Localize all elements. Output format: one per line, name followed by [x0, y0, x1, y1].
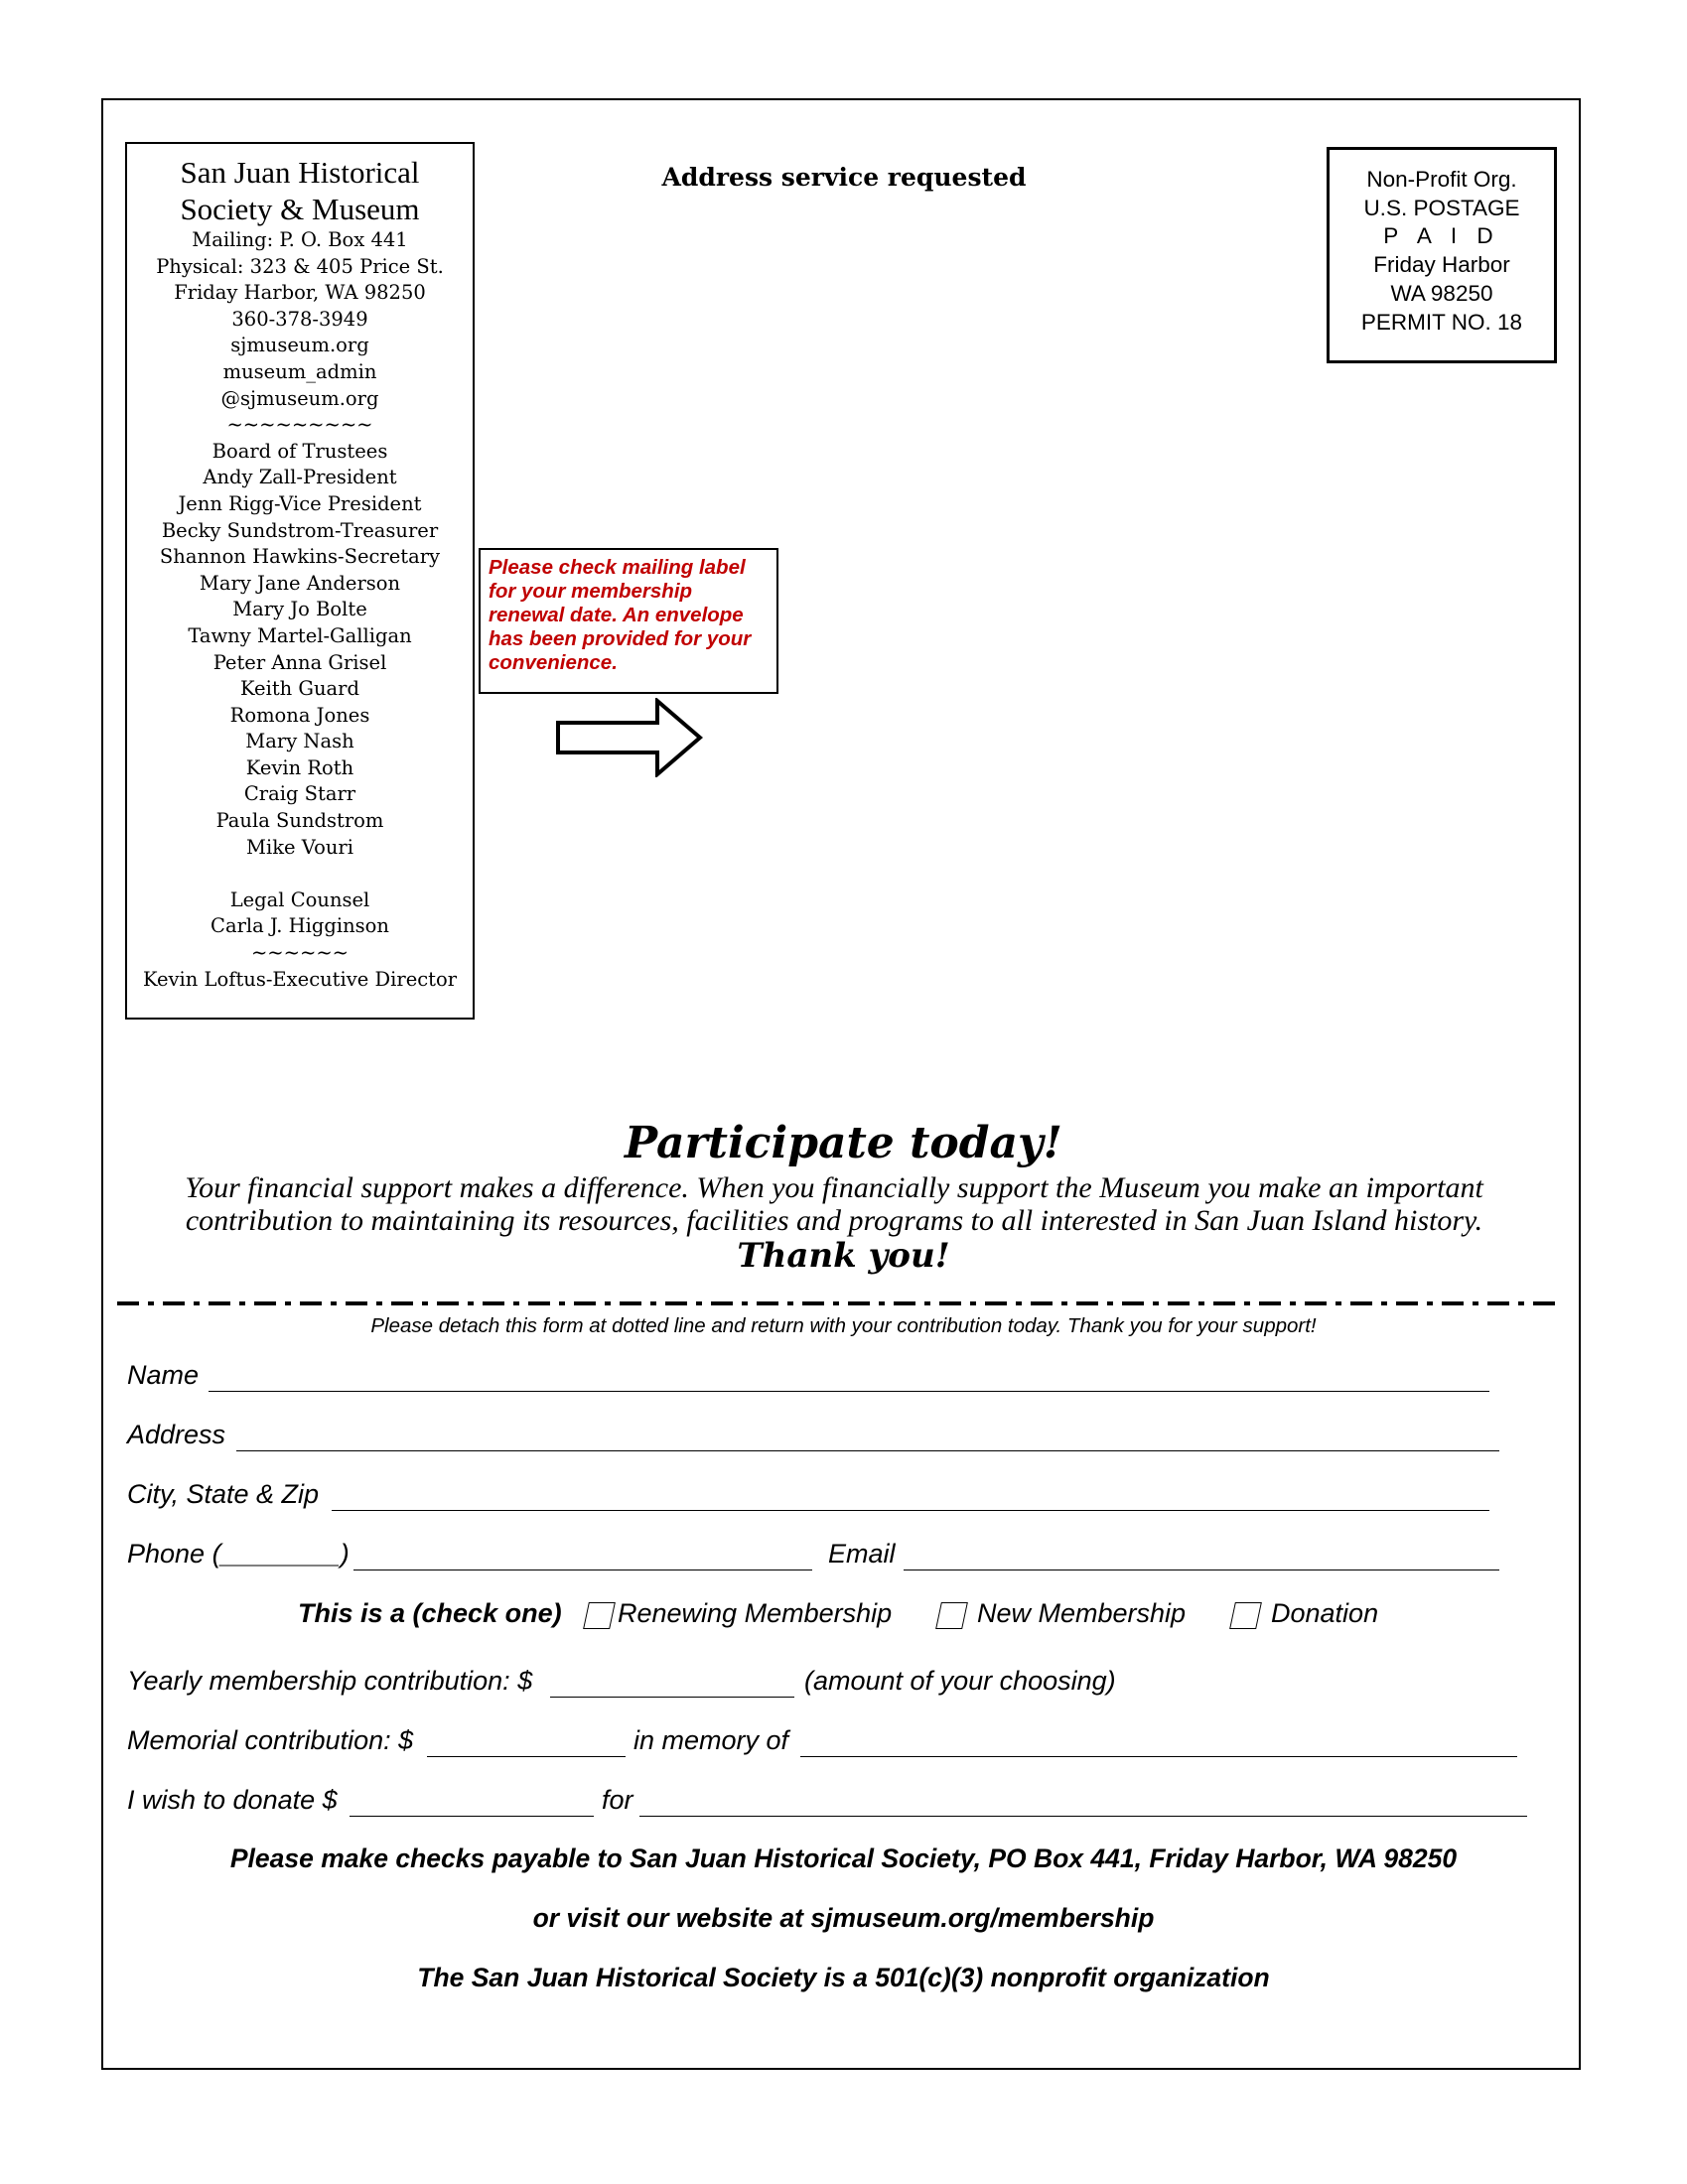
phone-number: 360-378-3949 [231, 307, 368, 331]
trustee-name: Mary Jane Anderson [199, 571, 401, 595]
city-state-zip-field[interactable] [332, 1510, 1489, 1511]
legal-counsel-title: Legal Counsel [229, 887, 370, 911]
physical-address: Physical: 323 & 405 Price St. [156, 254, 444, 278]
trustee-name: Keith Guard [240, 677, 359, 701]
trustee-name: Mike Vouri [246, 835, 353, 859]
donation-label: Donation [1271, 1598, 1379, 1628]
executive-director: Kevin Loftus-Executive Director [142, 967, 458, 991]
donate-amount-field[interactable] [350, 1816, 594, 1817]
new-membership-label: New Membership [977, 1598, 1187, 1628]
address-field[interactable] [236, 1450, 1499, 1451]
trustee-name: Mary Nash [245, 730, 354, 753]
arrow-right-icon [556, 698, 703, 777]
city-state-zip-label: City, State & Zip [127, 1479, 320, 1509]
donate-label: I wish to donate $ [127, 1785, 338, 1815]
renewing-membership-label: Renewing Membership [618, 1598, 893, 1628]
city-line: Friday Harbor, WA 98250 [174, 281, 426, 305]
support-line2: contribution to maintaining its resources, facilities and programs to all interested in San Juan Island history. [185, 1204, 1483, 1237]
donation-checkbox[interactable] [1229, 1602, 1262, 1629]
trustee-name: Kevin Roth [245, 755, 354, 779]
mailing-address: Mailing: P. O. Box 441 [192, 228, 408, 251]
postage-line5: WA 98250 [1390, 280, 1493, 306]
address-label: Address [127, 1420, 226, 1449]
trustee-name: Paula Sundstrom [215, 809, 384, 833]
yearly-contribution-label: Yearly membership contribution: $ [127, 1666, 533, 1696]
email-line1: museum_admin [222, 359, 377, 383]
check-one-label: This is a (check one) [298, 1598, 562, 1628]
phone-label: Phone (________) [127, 1539, 350, 1569]
new-membership-checkbox[interactable] [935, 1602, 968, 1629]
mailing-label-notice: Please check mailing label for your membership renewal date. An envelope has been provided for your convenience. [479, 548, 778, 694]
postage-line1: Non-Profit Org. [1366, 167, 1517, 192]
detach-instructions: Please detach this form at dotted line and return with your contribution today. Thank you for your support! [370, 1314, 1317, 1337]
trustee-name: Jenn Rigg-Vice President [178, 491, 422, 515]
participate-heading: Participate today! [625, 1118, 1062, 1168]
in-memory-of-label: in memory of [633, 1725, 789, 1755]
donate-for-label: for [602, 1785, 633, 1815]
trustee-name: Shannon Hawkins-Secretary [159, 545, 441, 569]
divider-tilde-short: ~~~~~~ [250, 941, 350, 965]
address-service-requested: Address service requested [661, 163, 1027, 192]
trustee-name: Peter Anna Grisel [212, 650, 387, 674]
postage-indicia [1327, 147, 1557, 363]
in-memory-of-field[interactable] [800, 1756, 1517, 1757]
memorial-contribution-label: Memorial contribution: $ [127, 1725, 414, 1755]
postage-paid: P A I D [1383, 223, 1500, 249]
website: sjmuseum.org [230, 334, 369, 357]
trustee-name: Tawny Martel-Galligan [188, 623, 412, 647]
renewing-membership-checkbox[interactable] [583, 1602, 616, 1629]
trustee-name: Andy Zall-President [203, 466, 397, 489]
divider-tilde: ~~~~~~~~~ [226, 413, 373, 437]
org-name-line2: Society & Museum [180, 192, 420, 226]
yearly-contribution-field[interactable] [550, 1697, 794, 1698]
support-line1: Your financial support makes a difference. When you financially support the Museum you make an important [185, 1171, 1483, 1204]
trustee-name: Mary Jo Bolte [232, 598, 367, 621]
legal-counsel-name: Carla J. Higginson [211, 914, 389, 938]
trustee-name: Romona Jones [229, 703, 370, 727]
org-name [127, 154, 473, 227]
board-title: Board of Trustees [211, 439, 388, 463]
email-line2: @sjmuseum.org [220, 386, 379, 410]
email-label: Email [828, 1539, 896, 1569]
trustee-list [127, 465, 473, 861]
memorial-amount-field[interactable] [427, 1756, 626, 1757]
postage-line2: U.S. POSTAGE [1363, 195, 1520, 220]
trustee-name: Craig Starr [243, 782, 356, 806]
name-label: Name [127, 1360, 200, 1390]
postage-line4: Friday Harbor [1373, 252, 1510, 278]
amount-choosing-note: (amount of your choosing) [804, 1666, 1116, 1696]
sender-info-box [125, 142, 475, 1020]
checks-payable-note: Please make checks payable to San Juan Historical Society, PO Box 441, Friday Harbor, WA 98250 [229, 1843, 1458, 1873]
org-name-line1: San Juan Historical [180, 155, 420, 190]
trustee-name: Becky Sundstrom-Treasurer [161, 518, 439, 542]
name-field[interactable] [209, 1391, 1489, 1392]
thank-you: Thank you! [737, 1236, 950, 1276]
postage-permit: PERMIT NO. 18 [1360, 309, 1523, 335]
website-membership-note: or visit our website at sjmuseum.org/membership [532, 1903, 1155, 1933]
donate-for-field[interactable] [639, 1816, 1527, 1817]
support-message [109, 1171, 1559, 1237]
detach-dotted-line [117, 1301, 1561, 1305]
nonprofit-note: The San Juan Historical Society is a 501(c)(3) nonprofit organization [417, 1963, 1270, 1992]
